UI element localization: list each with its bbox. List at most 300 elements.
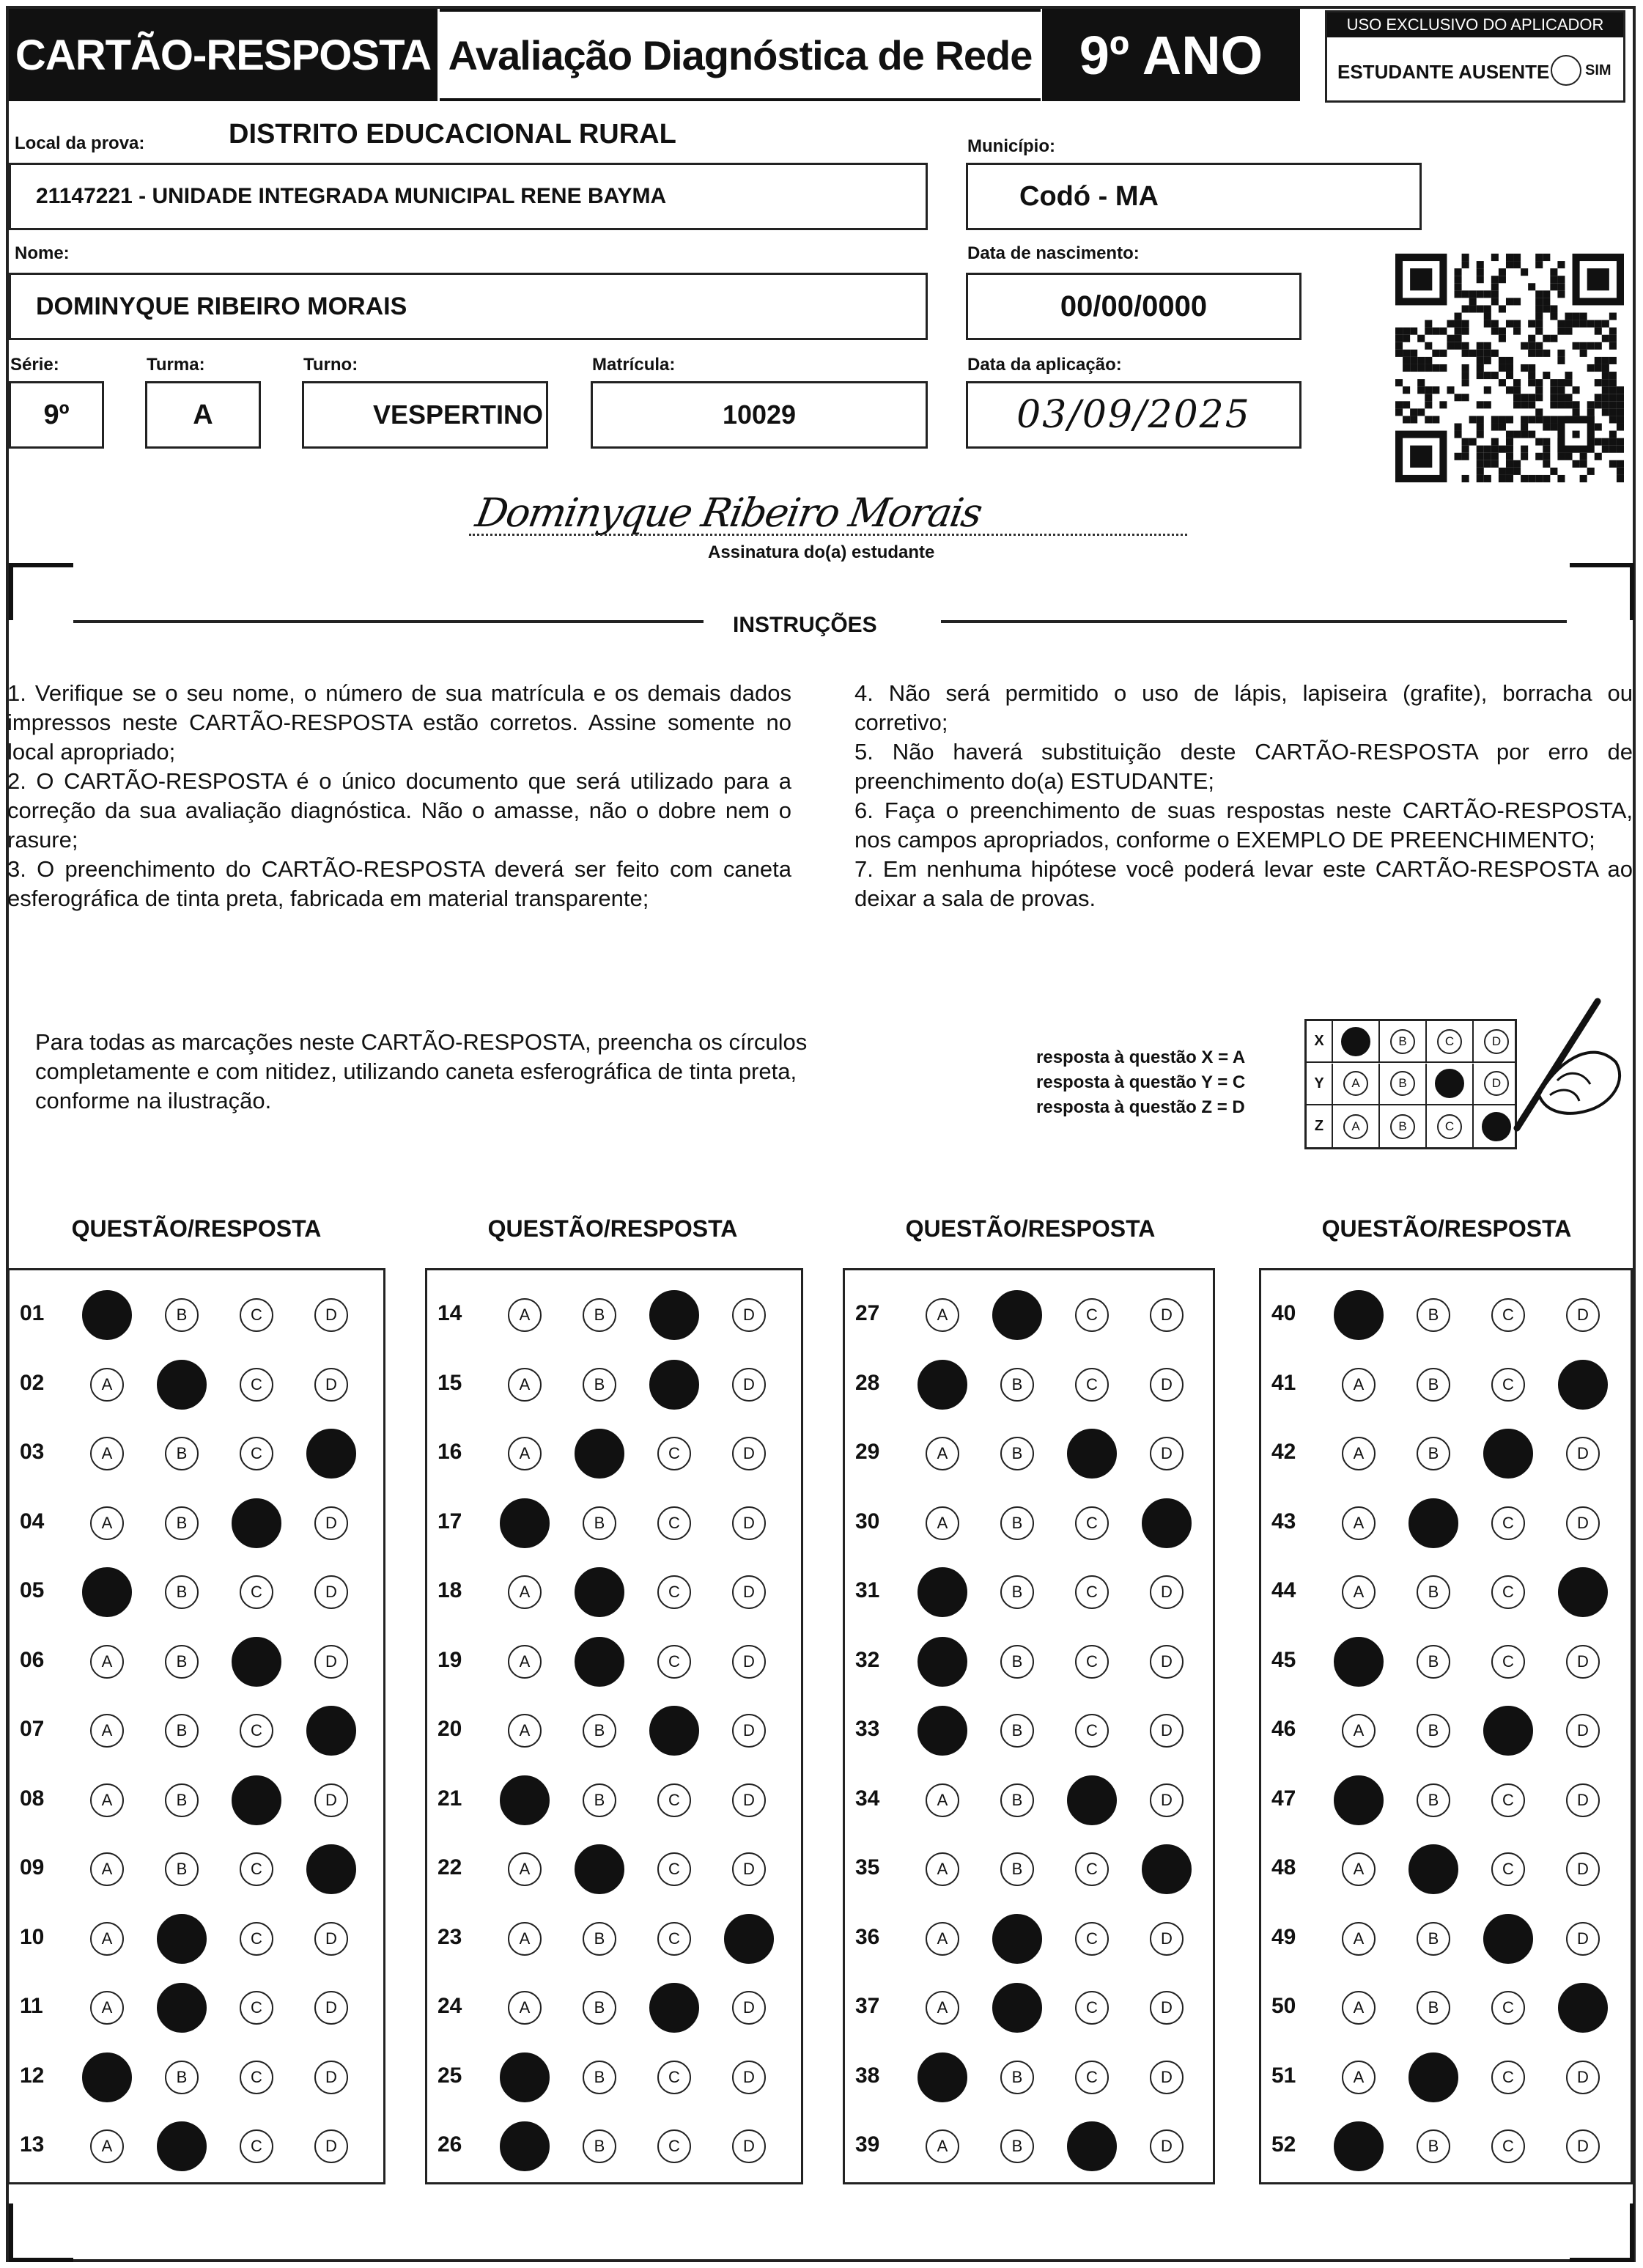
- bubble-45-c[interactable]: C: [1491, 1645, 1525, 1679]
- bubble-21-a[interactable]: [500, 1775, 550, 1825]
- bubble-14-d[interactable]: D: [732, 1298, 766, 1332]
- example-bubble-x-b: B: [1390, 1029, 1415, 1054]
- question-row-29: [845, 1419, 1213, 1488]
- bubble-26-a[interactable]: [500, 2121, 550, 2171]
- bubble-39-a[interactable]: A: [926, 2129, 959, 2163]
- question-number: 03: [20, 1440, 45, 1464]
- nascimento-value: 00/00/0000: [1060, 290, 1208, 323]
- bubble-04-b[interactable]: B: [165, 1506, 199, 1540]
- question-row-44: [1261, 1558, 1631, 1627]
- bubble-49-a[interactable]: A: [1342, 1922, 1376, 1956]
- bubble-03-a[interactable]: A: [90, 1437, 124, 1470]
- question-number: 39: [855, 2132, 880, 2157]
- bubble-48-d[interactable]: D: [1566, 1852, 1600, 1886]
- bubble-51-b[interactable]: [1408, 2052, 1458, 2102]
- bubble-37-c[interactable]: C: [1075, 1991, 1109, 2025]
- bubble-37-a[interactable]: A: [926, 1991, 959, 2025]
- bubble-39-d[interactable]: D: [1150, 2129, 1184, 2163]
- serie-field: [9, 381, 104, 449]
- question-number: 35: [855, 1855, 880, 1879]
- bubble-41-d[interactable]: [1558, 1360, 1608, 1410]
- bubble-46-c[interactable]: [1483, 1706, 1533, 1756]
- bubble-34-d[interactable]: D: [1150, 1783, 1184, 1817]
- bubble-17-b[interactable]: B: [583, 1506, 616, 1540]
- bubble-07-a[interactable]: A: [90, 1714, 124, 1748]
- question-row-07: [10, 1696, 383, 1765]
- bubble-47-b[interactable]: B: [1417, 1783, 1450, 1817]
- bubble-04-c[interactable]: [232, 1498, 281, 1548]
- bubble-11-d[interactable]: D: [314, 1991, 348, 2025]
- example-bubble-y-d: D: [1484, 1071, 1509, 1096]
- bubble-04-d[interactable]: D: [314, 1506, 348, 1540]
- bubble-38-b[interactable]: B: [1000, 2061, 1034, 2094]
- bubble-30-d[interactable]: [1142, 1498, 1192, 1548]
- question-row-38: [845, 2043, 1213, 2112]
- question-row-34: [845, 1766, 1213, 1835]
- bubble-43-b[interactable]: [1408, 1498, 1458, 1548]
- bubble-50-b[interactable]: B: [1417, 1991, 1450, 2025]
- bubble-32-b[interactable]: B: [1000, 1645, 1034, 1679]
- bubble-13-b[interactable]: [157, 2121, 207, 2171]
- bubble-39-c[interactable]: [1067, 2121, 1117, 2171]
- bubble-16-d[interactable]: D: [732, 1437, 766, 1470]
- bubble-16-a[interactable]: A: [508, 1437, 542, 1470]
- question-row-03: [10, 1419, 383, 1488]
- bubble-41-a[interactable]: A: [1342, 1368, 1376, 1402]
- question-number: 45: [1271, 1647, 1296, 1672]
- example-bubble-y-c: [1435, 1069, 1464, 1098]
- bubble-03-c[interactable]: C: [240, 1437, 273, 1470]
- bubble-06-a[interactable]: A: [90, 1645, 124, 1679]
- bubble-31-d[interactable]: D: [1150, 1575, 1184, 1609]
- example-cell: [1425, 1064, 1472, 1104]
- bubble-09-d[interactable]: [306, 1844, 356, 1894]
- question-row-12: [10, 2043, 383, 2112]
- bubble-10-b[interactable]: [157, 1914, 207, 1964]
- bubble-29-c[interactable]: [1067, 1429, 1117, 1479]
- bubble-36-a[interactable]: A: [926, 1922, 959, 1956]
- nome-label: Nome:: [15, 243, 70, 263]
- bubble-32-c[interactable]: C: [1075, 1645, 1109, 1679]
- bubble-32-d[interactable]: D: [1150, 1645, 1184, 1679]
- bubble-18-b[interactable]: [575, 1567, 624, 1617]
- bubble-49-d[interactable]: D: [1566, 1922, 1600, 1956]
- bubble-09-a[interactable]: A: [90, 1852, 124, 1886]
- bubble-40-a[interactable]: [1334, 1290, 1384, 1340]
- bubble-07-c[interactable]: C: [240, 1714, 273, 1748]
- bubble-43-d[interactable]: D: [1566, 1506, 1600, 1540]
- nome-field: [9, 273, 928, 340]
- bubble-06-b[interactable]: B: [165, 1645, 199, 1679]
- question-number: 50: [1271, 1994, 1296, 2018]
- instructions-title: INSTRUÇÕES: [733, 613, 877, 637]
- bubble-22-d[interactable]: D: [732, 1852, 766, 1886]
- bubble-27-d[interactable]: D: [1150, 1298, 1184, 1332]
- bubble-33-d[interactable]: D: [1150, 1714, 1184, 1748]
- bubble-05-c[interactable]: C: [240, 1575, 273, 1609]
- bubble-17-c[interactable]: C: [657, 1506, 691, 1540]
- bubble-38-d[interactable]: D: [1150, 2061, 1184, 2094]
- bubble-31-a[interactable]: [918, 1567, 967, 1617]
- bubble-48-a[interactable]: A: [1342, 1852, 1376, 1886]
- bubble-04-a[interactable]: A: [90, 1506, 124, 1540]
- column-title-2: QUESTÃO/RESPOSTA: [487, 1215, 738, 1242]
- bubble-08-a[interactable]: A: [90, 1783, 124, 1817]
- question-row-30: [845, 1489, 1213, 1558]
- question-number: 15: [437, 1370, 462, 1395]
- question-number: 14: [437, 1301, 462, 1325]
- instruction-3: 3. O preenchimento do CARTÃO-RESPOSTA deverá ser feito com caneta esferográfica de tinta preta, fabricada em material transparente;: [7, 856, 791, 911]
- bubble-07-d[interactable]: [306, 1706, 356, 1756]
- bubble-36-d[interactable]: D: [1150, 1922, 1184, 1956]
- bubble-49-c[interactable]: [1483, 1914, 1533, 1964]
- question-row-27: [845, 1281, 1213, 1350]
- local-field: [9, 163, 928, 230]
- bubble-15-a[interactable]: A: [508, 1368, 542, 1402]
- question-row-35: [845, 1835, 1213, 1904]
- question-row-25: [427, 2043, 801, 2112]
- bubble-18-c[interactable]: C: [657, 1575, 691, 1609]
- bubble-30-b[interactable]: B: [1000, 1506, 1034, 1540]
- bubble-18-d[interactable]: D: [732, 1575, 766, 1609]
- example-cell: [1425, 1021, 1472, 1061]
- bubble-14-c[interactable]: [649, 1290, 699, 1340]
- bubble-12-c[interactable]: C: [240, 2061, 273, 2094]
- bubble-10-d[interactable]: D: [314, 1922, 348, 1956]
- question-number: 13: [20, 2132, 45, 2157]
- turno-field: [302, 381, 548, 449]
- turma-field: [145, 381, 261, 449]
- bubble-02-d[interactable]: D: [314, 1368, 348, 1402]
- bubble-47-c[interactable]: C: [1491, 1783, 1525, 1817]
- bubble-32-a[interactable]: [918, 1637, 967, 1687]
- bubble-22-b[interactable]: [575, 1844, 624, 1894]
- bubble-50-c[interactable]: C: [1491, 1991, 1525, 2025]
- bubble-19-c[interactable]: C: [657, 1645, 691, 1679]
- bubble-05-d[interactable]: D: [314, 1575, 348, 1609]
- bubble-12-a[interactable]: [82, 2052, 132, 2102]
- bubble-11-c[interactable]: C: [240, 1991, 273, 2025]
- bubble-13-c[interactable]: C: [240, 2129, 273, 2163]
- example-bubble-z-b: B: [1390, 1114, 1415, 1139]
- bubble-44-a[interactable]: A: [1342, 1575, 1376, 1609]
- instruction-7: 7. Em nenhuma hipótese você poderá levar este CARTÃO-RESPOSTA ao deixar a sala de provas.: [854, 856, 1633, 911]
- bubble-38-c[interactable]: C: [1075, 2061, 1109, 2094]
- question-row-08: [10, 1766, 383, 1835]
- column-title-3: QUESTÃO/RESPOSTA: [905, 1215, 1156, 1242]
- bubble-27-a[interactable]: A: [926, 1298, 959, 1332]
- question-row-28: [845, 1350, 1213, 1419]
- question-row-47: [1261, 1766, 1631, 1835]
- absent-checkbox[interactable]: [1551, 55, 1581, 86]
- bubble-41-c[interactable]: C: [1491, 1368, 1525, 1402]
- question-number: 52: [1271, 2132, 1296, 2157]
- bubble-13-d[interactable]: D: [314, 2129, 348, 2163]
- bubble-34-a[interactable]: A: [926, 1783, 959, 1817]
- question-row-49: [1261, 1904, 1631, 1973]
- bubble-21-d[interactable]: D: [732, 1783, 766, 1817]
- bubble-52-d[interactable]: D: [1566, 2129, 1600, 2163]
- matricula-label: Matrícula:: [592, 355, 676, 375]
- question-row-51: [1261, 2043, 1631, 2112]
- bubble-40-d[interactable]: D: [1566, 1298, 1600, 1332]
- bubble-43-c[interactable]: C: [1491, 1506, 1525, 1540]
- bubble-28-c[interactable]: C: [1075, 1368, 1109, 1402]
- bubble-26-d[interactable]: D: [732, 2129, 766, 2163]
- bubble-25-a[interactable]: [500, 2052, 550, 2102]
- bubble-14-b[interactable]: B: [583, 1298, 616, 1332]
- bubble-51-d[interactable]: D: [1566, 2061, 1600, 2094]
- question-number: 34: [855, 1786, 880, 1811]
- bubble-15-b[interactable]: B: [583, 1368, 616, 1402]
- bubble-52-b[interactable]: B: [1417, 2129, 1450, 2163]
- instruction-5: 5. Não haverá substituição deste CARTÃO-RESPOSTA por erro de preenchimento do(a) ESTUDANTE;: [854, 739, 1633, 794]
- local-label: Local da prova:: [15, 133, 145, 153]
- aplicacao-label: Data da aplicação:: [967, 355, 1122, 375]
- bubble-36-b[interactable]: [992, 1914, 1042, 1964]
- question-row-26: [427, 2112, 801, 2181]
- bubble-23-d[interactable]: [724, 1914, 774, 1964]
- bubble-24-b[interactable]: B: [583, 1991, 616, 2025]
- question-row-21: [427, 1766, 801, 1835]
- municipio-value: Codó - MA: [1019, 180, 1159, 212]
- bubble-40-c[interactable]: C: [1491, 1298, 1525, 1332]
- bubble-28-a[interactable]: [918, 1360, 967, 1410]
- example-bubble-x-d: D: [1484, 1029, 1509, 1054]
- bubble-41-b[interactable]: B: [1417, 1368, 1450, 1402]
- absent-label: ESTUDANTE AUSENTE: [1337, 61, 1550, 83]
- bubble-44-b[interactable]: B: [1417, 1575, 1450, 1609]
- bubble-19-d[interactable]: D: [732, 1645, 766, 1679]
- bubble-45-b[interactable]: B: [1417, 1645, 1450, 1679]
- bubble-38-a[interactable]: [918, 2052, 967, 2102]
- bubble-16-c[interactable]: C: [657, 1437, 691, 1470]
- bubble-42-b[interactable]: B: [1417, 1437, 1450, 1470]
- bubble-11-b[interactable]: [157, 1983, 207, 2033]
- bubble-48-c[interactable]: C: [1491, 1852, 1525, 1886]
- bubble-21-b[interactable]: B: [583, 1783, 616, 1817]
- question-number: 38: [855, 2063, 880, 2088]
- bubble-08-b[interactable]: B: [165, 1783, 199, 1817]
- bubble-12-d[interactable]: D: [314, 2061, 348, 2094]
- bubble-39-b[interactable]: B: [1000, 2129, 1034, 2163]
- question-number: 33: [855, 1717, 880, 1741]
- bubble-47-a[interactable]: [1334, 1775, 1384, 1825]
- bubble-17-d[interactable]: D: [732, 1506, 766, 1540]
- bubble-50-d[interactable]: [1558, 1983, 1608, 2033]
- instruction-2: 2. O CARTÃO-RESPOSTA é o único documento que será utilizado para a correção da sua avaliação diagnóstica. Não o amasse, não o dobre nem o rasure;: [7, 768, 791, 853]
- bubble-15-d[interactable]: D: [732, 1368, 766, 1402]
- bubble-29-a[interactable]: A: [926, 1437, 959, 1470]
- bubble-52-c[interactable]: C: [1491, 2129, 1525, 2163]
- bubble-23-c[interactable]: C: [657, 1922, 691, 1956]
- bubble-33-b[interactable]: B: [1000, 1714, 1034, 1748]
- bubble-42-a[interactable]: A: [1342, 1437, 1376, 1470]
- turma-label: Turma:: [147, 355, 205, 375]
- bubble-25-b[interactable]: B: [583, 2061, 616, 2094]
- bubble-26-c[interactable]: C: [657, 2129, 691, 2163]
- bubble-02-a[interactable]: A: [90, 1368, 124, 1402]
- bubble-16-b[interactable]: [575, 1429, 624, 1479]
- bubble-10-a[interactable]: A: [90, 1922, 124, 1956]
- bubble-47-d[interactable]: D: [1566, 1783, 1600, 1817]
- question-row-16: [427, 1419, 801, 1488]
- bubble-14-a[interactable]: A: [508, 1298, 542, 1332]
- bubble-08-d[interactable]: D: [314, 1783, 348, 1817]
- bubble-11-a[interactable]: A: [90, 1991, 124, 2025]
- question-number: 43: [1271, 1509, 1296, 1534]
- bubble-15-c[interactable]: [649, 1360, 699, 1410]
- bubble-20-a[interactable]: A: [508, 1714, 542, 1748]
- bubble-51-a[interactable]: A: [1342, 2061, 1376, 2094]
- answer-column-4: [1259, 1268, 1633, 2184]
- bubble-09-c[interactable]: C: [240, 1852, 273, 1886]
- question-row-15: [427, 1350, 801, 1419]
- serie-value: 9º: [43, 399, 70, 430]
- bubble-40-b[interactable]: B: [1417, 1298, 1450, 1332]
- bubble-44-c[interactable]: C: [1491, 1575, 1525, 1609]
- question-number: 42: [1271, 1440, 1296, 1464]
- bubble-01-a[interactable]: [82, 1290, 132, 1340]
- example-row-y: [1307, 1064, 1515, 1105]
- question-row-22: [427, 1835, 801, 1904]
- bubble-20-b[interactable]: B: [583, 1714, 616, 1748]
- example-legend-y: resposta à questão Y = C: [1036, 1072, 1246, 1092]
- bubble-09-b[interactable]: B: [165, 1852, 199, 1886]
- bubble-42-c[interactable]: [1483, 1429, 1533, 1479]
- bubble-36-c[interactable]: C: [1075, 1922, 1109, 1956]
- bubble-25-c[interactable]: C: [657, 2061, 691, 2094]
- bubble-12-b[interactable]: B: [165, 2061, 199, 2094]
- bubble-34-b[interactable]: B: [1000, 1783, 1034, 1817]
- bubble-51-c[interactable]: C: [1491, 2061, 1525, 2094]
- bubble-46-d[interactable]: D: [1566, 1714, 1600, 1748]
- question-row-18: [427, 1558, 801, 1627]
- bubble-35-b[interactable]: B: [1000, 1852, 1034, 1886]
- example-text: Para todas as marcações neste CARTÃO-RESPOSTA, preencha os círculos completamente e com nitidez, utilizando caneta esferográfica de tinta preta, conforme na ilustração.: [35, 1029, 808, 1113]
- bubble-45-a[interactable]: [1334, 1637, 1384, 1687]
- bubble-25-d[interactable]: D: [732, 2061, 766, 2094]
- bubble-26-b[interactable]: B: [583, 2129, 616, 2163]
- turma-value: A: [193, 399, 213, 430]
- bubble-24-c[interactable]: [649, 1983, 699, 2033]
- bubble-18-a[interactable]: A: [508, 1575, 542, 1609]
- question-row-50: [1261, 1973, 1631, 2042]
- bubble-34-c[interactable]: [1067, 1775, 1117, 1825]
- bubble-42-d[interactable]: D: [1566, 1437, 1600, 1470]
- example-bubble-x-a: [1341, 1027, 1370, 1056]
- bubble-48-b[interactable]: [1408, 1844, 1458, 1894]
- turno-value: VESPERTINO: [372, 400, 543, 430]
- question-number: 36: [855, 1924, 880, 1949]
- bubble-08-c[interactable]: [232, 1775, 281, 1825]
- question-number: 22: [437, 1855, 462, 1879]
- corner-mark-bottom-right: [1570, 2203, 1634, 2262]
- bubble-45-d[interactable]: D: [1566, 1645, 1600, 1679]
- answer-column-2: [425, 1268, 803, 2184]
- bubble-10-c[interactable]: C: [240, 1922, 273, 1956]
- bubble-33-a[interactable]: [918, 1706, 967, 1756]
- bubble-01-c[interactable]: C: [240, 1298, 273, 1332]
- question-number: 31: [855, 1578, 880, 1602]
- question-number: 12: [20, 2063, 45, 2088]
- bubble-02-b[interactable]: [157, 1360, 207, 1410]
- bubble-19-b[interactable]: [575, 1637, 624, 1687]
- bubble-21-c[interactable]: C: [657, 1783, 691, 1817]
- bubble-29-b[interactable]: B: [1000, 1437, 1034, 1470]
- bubble-30-a[interactable]: A: [926, 1506, 959, 1540]
- bubble-13-a[interactable]: A: [90, 2129, 124, 2163]
- bubble-24-d[interactable]: D: [732, 1991, 766, 2025]
- bubble-46-a[interactable]: A: [1342, 1714, 1376, 1748]
- bubble-28-d[interactable]: D: [1150, 1368, 1184, 1402]
- bubble-44-d[interactable]: [1558, 1567, 1608, 1617]
- bubble-28-b[interactable]: B: [1000, 1368, 1034, 1402]
- bubble-23-a[interactable]: A: [508, 1922, 542, 1956]
- bubble-30-c[interactable]: C: [1075, 1506, 1109, 1540]
- question-number: 27: [855, 1301, 880, 1325]
- bubble-22-a[interactable]: A: [508, 1852, 542, 1886]
- bubble-37-d[interactable]: D: [1150, 1991, 1184, 2025]
- bubble-01-b[interactable]: B: [165, 1298, 199, 1332]
- bubble-24-a[interactable]: A: [508, 1991, 542, 2025]
- example-cell: [1378, 1064, 1425, 1104]
- bubble-22-c[interactable]: C: [657, 1852, 691, 1886]
- question-number: 01: [20, 1301, 45, 1325]
- example-bubble-z-a: A: [1343, 1114, 1368, 1139]
- bubble-37-b[interactable]: [992, 1983, 1042, 2033]
- bubble-06-c[interactable]: [232, 1637, 281, 1687]
- bubble-20-d[interactable]: D: [732, 1714, 766, 1748]
- bubble-17-a[interactable]: [500, 1498, 550, 1548]
- bubble-52-a[interactable]: [1334, 2121, 1384, 2171]
- bubble-33-c[interactable]: C: [1075, 1714, 1109, 1748]
- bubble-06-d[interactable]: D: [314, 1645, 348, 1679]
- example-bubble-y-a: A: [1343, 1071, 1368, 1096]
- bubble-27-b[interactable]: [992, 1290, 1042, 1340]
- bubble-19-a[interactable]: A: [508, 1645, 542, 1679]
- bubble-35-a[interactable]: A: [926, 1852, 959, 1886]
- question-row-09: [10, 1835, 383, 1904]
- nascimento-field: [966, 273, 1302, 340]
- bubble-49-b[interactable]: B: [1417, 1922, 1450, 1956]
- bubble-23-b[interactable]: B: [583, 1922, 616, 1956]
- bubble-29-d[interactable]: D: [1150, 1437, 1184, 1470]
- question-number: 08: [20, 1786, 45, 1811]
- bubble-50-a[interactable]: A: [1342, 1991, 1376, 2025]
- bubble-03-b[interactable]: B: [165, 1437, 199, 1470]
- question-number: 28: [855, 1370, 880, 1395]
- bubble-01-d[interactable]: D: [314, 1298, 348, 1332]
- bubble-07-b[interactable]: B: [165, 1714, 199, 1748]
- bubble-35-d[interactable]: [1142, 1844, 1192, 1894]
- bubble-27-c[interactable]: C: [1075, 1298, 1109, 1332]
- bubble-35-c[interactable]: C: [1075, 1852, 1109, 1886]
- bubble-46-b[interactable]: B: [1417, 1714, 1450, 1748]
- bubble-05-a[interactable]: [82, 1567, 132, 1617]
- bubble-43-a[interactable]: A: [1342, 1506, 1376, 1540]
- question-row-33: [845, 1696, 1213, 1765]
- question-row-05: [10, 1558, 383, 1627]
- example-table: [1304, 1019, 1517, 1149]
- bubble-31-b[interactable]: B: [1000, 1575, 1034, 1609]
- bubble-05-b[interactable]: B: [165, 1575, 199, 1609]
- bubble-20-c[interactable]: [649, 1706, 699, 1756]
- bubble-02-c[interactable]: C: [240, 1368, 273, 1402]
- bubble-03-d[interactable]: [306, 1429, 356, 1479]
- question-row-23: [427, 1904, 801, 1973]
- bubble-31-c[interactable]: C: [1075, 1575, 1109, 1609]
